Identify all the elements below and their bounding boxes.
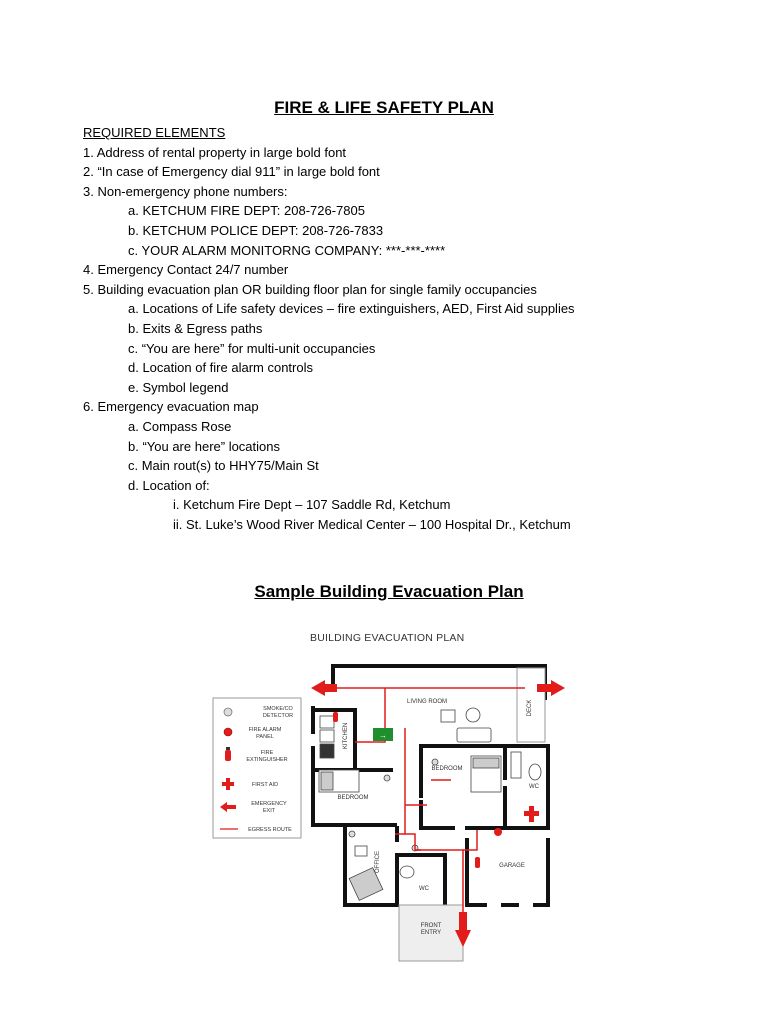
- room-label-garage: GARAGE: [499, 863, 525, 869]
- requirement-line: 3. Non-emergency phone numbers:: [83, 183, 288, 199]
- requirement-line: d. Location of fire alarm controls: [128, 360, 313, 376]
- requirement-line: c. YOUR ALARM MONITORNG COMPANY: ***-***-****: [128, 242, 446, 258]
- room-label-entry: ENTRY: [420, 930, 442, 936]
- page-title: FIRE & LIFE SAFETY PLAN: [274, 98, 494, 117]
- legend-exit-line1: EMERGENCY: [251, 801, 287, 807]
- requirement-line: 1. Address of rental property in large bold font: [83, 144, 347, 160]
- requirement-line: a. Compass Rose: [128, 418, 232, 434]
- requirement-line: ii. St. Luke’s Wood River Medical Center – 100 Hospital Dr., Ketchum: [173, 516, 571, 532]
- requirement-line: 4. Emergency Contact 24/7 number: [83, 262, 289, 278]
- plan-caption: BUILDING EVACUATION PLAN: [310, 632, 465, 644]
- legend-exit-line2: EXIT: [262, 808, 276, 814]
- legend-smoke-line1: SMOKE/CO: [263, 706, 293, 712]
- requirement-line: c. “You are here” for multi-unit occupancies: [128, 340, 376, 356]
- symbol-legend: [213, 698, 301, 838]
- svg-text:→: →: [379, 731, 387, 740]
- room-label-living: LIVING ROOM: [406, 699, 448, 705]
- requirement-line: e. Symbol legend: [128, 379, 229, 395]
- room-label-wc-right: WC: [529, 784, 539, 790]
- exit-sign-icon: [373, 728, 393, 741]
- requirement-line: d. Location of:: [128, 477, 210, 493]
- fire-extinguisher-plan-icon-2: [333, 712, 338, 722]
- evacuation-floor-plan: [205, 650, 575, 970]
- requirement-line: 6. Emergency evacuation map: [83, 399, 259, 415]
- requirement-line: c. Main rout(s) to HHY75/Main St: [128, 458, 319, 474]
- fire-alarm-panel-icon: [224, 728, 232, 736]
- requirement-line: 5. Building evacuation plan OR building floor plan for single family occupancies: [83, 281, 537, 297]
- room-label-front: FRONT: [420, 923, 442, 929]
- legend-ext-line1: FIRE: [260, 750, 274, 756]
- smoke-detector-icon: [224, 708, 232, 716]
- room-label-bedroom-right: BEDROOM: [431, 766, 463, 772]
- furniture: [319, 708, 541, 900]
- requirement-lines: [83, 143, 575, 535]
- requirement-line: i. Ketchum Fire Dept – 107 Saddle Rd, Ketchum: [173, 497, 451, 513]
- first-aid-plan-icon: [524, 806, 539, 822]
- legend-smoke-line2: DETECTOR: [262, 713, 294, 719]
- fire-alarm-panel-plan-icon: [494, 828, 502, 836]
- required-elements-list: [83, 123, 575, 534]
- legend-alarm-line1: FIRE ALARM: [248, 727, 282, 733]
- fire-extinguisher-plan-icon-1: [475, 857, 480, 868]
- legend-alarm-line2: PANEL: [256, 734, 274, 740]
- legend-ext-line2: EXTINGUISHER: [246, 757, 288, 763]
- requirement-line: b. “You are here” locations: [128, 438, 281, 454]
- requirement-line: a. Locations of Life safety devices – fire extinguishers, AED, First Aid supplies: [128, 301, 575, 317]
- room-label-office: OFFICE: [375, 851, 381, 873]
- section-title: Sample Building Evacuation Plan: [254, 582, 524, 601]
- room-label-kitchen: KITCHEN: [343, 722, 349, 750]
- required-elements-heading: REQUIRED ELEMENTS: [83, 125, 226, 140]
- legend-route: EGRESS ROUTE: [248, 827, 292, 833]
- room-label-deck: DECK: [527, 699, 533, 717]
- requirement-line: 2. “In case of Emergency dial 911” in large bold font: [83, 164, 380, 180]
- legend-first-aid: FIRST AID: [251, 782, 279, 788]
- requirement-line: b. KETCHUM POLICE DEPT: 208-726-7833: [128, 222, 384, 238]
- requirement-line: a. KETCHUM FIRE DEPT: 208-726-7805: [128, 203, 365, 219]
- room-label-wc-lower: WC: [419, 886, 429, 892]
- room-label-bedroom-left: BEDROOM: [337, 795, 369, 801]
- requirement-line: b. Exits & Egress paths: [128, 320, 263, 336]
